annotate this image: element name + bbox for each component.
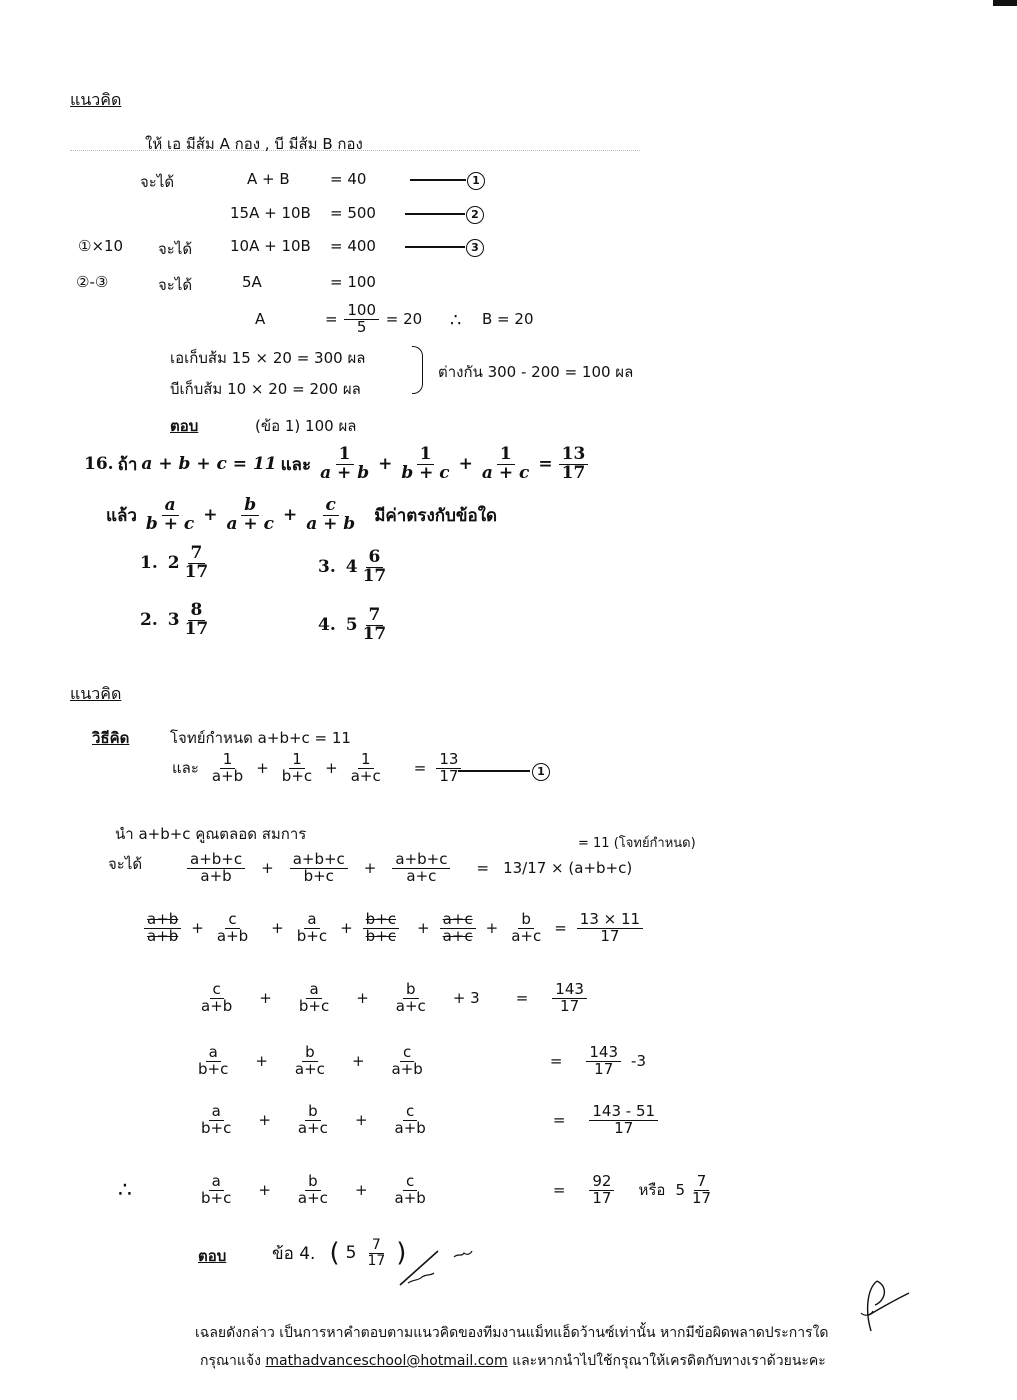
row1-expr: A + B <box>247 170 290 188</box>
frac-num: 1 <box>336 446 354 465</box>
fraction-c-over-a-plus-b <box>303 497 358 534</box>
row3-label: จะได้ <box>158 240 193 258</box>
frac-den: a + c <box>481 462 530 483</box>
row4-prefix: ②-③ <box>76 273 109 291</box>
frac-num: 7 <box>369 1238 384 1254</box>
step-2-rhs: 13 × 11 <box>577 912 643 929</box>
frac-den: a + b <box>320 462 370 483</box>
arrow-line <box>410 179 466 181</box>
answer-choice: ข้อ 4. <box>272 1243 316 1264</box>
row4-expr: 5A <box>242 273 262 291</box>
frac-den: 17 <box>560 996 580 1015</box>
question-number: 16. <box>84 454 114 475</box>
multiply-instruction: นำ a+b+c คูณตลอด สมการ <box>115 825 307 843</box>
brace <box>412 346 423 394</box>
row5-result: = 20 <box>385 309 423 328</box>
choice-number: 4. <box>318 615 336 636</box>
eq-tag-1: 1 <box>467 172 485 190</box>
frac-num: 1 <box>497 446 515 465</box>
therefore-symbol: ∴ <box>118 1178 132 1203</box>
fraction-a-over-b-plus-c <box>143 497 197 534</box>
question-ask: มีค่าตรงกับข้อใด <box>374 505 498 526</box>
choice-whole: 2 <box>167 553 180 574</box>
frac-num: 6 <box>366 549 384 568</box>
row1-eq: = 40 <box>330 170 367 188</box>
frac-num: 7 <box>694 1174 710 1191</box>
row6: เอเก็บส้ม 15 × 20 = 300 ผล <box>170 349 366 367</box>
row7: บีเก็บส้ม 10 × 20 = 200 ผล <box>170 380 361 398</box>
frac-num: b <box>241 497 259 516</box>
choice-number: 1. <box>140 553 158 574</box>
row5-expr: A <box>255 310 266 328</box>
frac-den: b + c <box>145 513 195 534</box>
frac-num: 13 <box>559 446 589 465</box>
fraction-b-over-a-plus-c <box>224 497 277 534</box>
answer-label-2: ตอบ <box>198 1247 227 1265</box>
given-eq-1: และ $\frac{1}{a+b}$ + $\frac{1}{b+c}$ + $\frac{1}{a+c}$ = $\frac{13}{17}$ <box>172 752 463 785</box>
frac-den: 17 <box>367 1252 386 1269</box>
row5-eq: = <box>325 309 338 328</box>
answer-whole: 5 <box>345 1243 357 1264</box>
frac-num: 143 - 51 <box>589 1104 658 1121</box>
choice-number: 3. <box>318 557 336 578</box>
step-3: $\frac{c}{a+b}$ + $\frac{a}{b+c}$ + $\frac{b}{a+c}$ + 3 = $\frac{143}{17}$ <box>196 982 589 1015</box>
choice-number: 2. <box>140 610 158 631</box>
eq-tag-1: 1 <box>532 763 550 781</box>
row4-label: จะได้ <box>158 276 193 294</box>
eq-tag-3: 3 <box>466 239 484 257</box>
footer-suffix: และหากนำไปใช้กรุณาให้เครดิตกับทางเราด้วยนะคะ <box>507 1353 826 1369</box>
row3-expr: 10A + 10B <box>230 237 311 255</box>
choice-fraction <box>360 607 390 644</box>
row5-b-value: B = 20 <box>482 310 534 328</box>
fraction-1-over-a-plus-b <box>317 446 372 483</box>
row5-num: 100 <box>344 303 379 320</box>
fraction-13-over-17 <box>559 446 589 483</box>
frac-num: a <box>162 497 179 516</box>
frac-den: 17 <box>184 618 209 639</box>
contact-email-link[interactable]: mathadvanceschool@hotmail.com <box>265 1353 508 1369</box>
frac-num: 7 <box>366 607 384 626</box>
method-label: วิธีคิด <box>92 729 130 747</box>
eq-tag-2: 2 <box>466 206 484 224</box>
fraction-1-over-b-plus-c <box>398 446 452 483</box>
get-label: จะได้ <box>108 855 143 873</box>
arrow-line <box>405 213 465 215</box>
corner-mark <box>993 0 1017 6</box>
arrow-line <box>405 246 465 248</box>
mixed-number <box>675 1174 716 1207</box>
given-note: = 11 (โจทย์กำหนด) <box>578 836 696 851</box>
frac-den: 17 <box>184 561 209 582</box>
step-1-rhs: 13/17 × (a+b+c) <box>503 859 633 878</box>
footer-prefix: กรุณาแจ้ง <box>200 1353 266 1369</box>
and-word: และ <box>172 759 199 778</box>
frac-den: 17 <box>614 1118 634 1137</box>
frac-den: 17 <box>561 462 586 483</box>
choice-whole: 5 <box>345 615 358 636</box>
signature <box>855 1275 915 1340</box>
final-answer: ข้อ 4. ( 5 $\frac{7}{17}$ ) <box>272 1237 407 1269</box>
minus-three: -3 <box>631 1052 646 1071</box>
frac-num: 143 <box>552 982 587 999</box>
choice-4 <box>318 607 391 644</box>
step-2: $\frac{a+b}{a+b}$ + $\frac{c}{a+b}$ + $\frac{a}{b+c}$ + $\frac{b+c}{b+c}$ + $\frac{a+c}{a+c}$ + $\frac{b}{a+c}$ = $\frac{13 \times 11}{17}$ <box>142 912 645 945</box>
choice-fraction <box>360 549 390 586</box>
condition-sum: a + b + c = 11 <box>141 454 277 475</box>
arrow-line <box>458 770 530 772</box>
frac-den: b + c <box>401 462 450 483</box>
frac-num: 7 <box>188 545 206 564</box>
question-16: 16. ถ้า a + b + c = 11 และ $\frac{1}{a + b}$ + $\frac{1}{b + c}$ + $\frac{1}{a + c}$ = $\frac{13}{17}$ <box>84 446 590 483</box>
frac-num: 8 <box>188 602 206 621</box>
frac-den: 17 <box>592 1188 612 1207</box>
row1-label: จะได้ <box>140 173 175 191</box>
frac-num: 1 <box>417 446 435 465</box>
frac-den: 17 <box>362 623 387 644</box>
then-word: แล้ว <box>106 505 137 526</box>
choice-whole: 3 <box>167 610 180 631</box>
frac-den: a + b <box>306 513 356 534</box>
choice-1 <box>140 545 213 582</box>
step-5: $\frac{a}{b+c}$ + $\frac{b}{a+c}$ + $\frac{c}{a+b}$ = $\frac{143 - 51}{17}$ <box>196 1104 660 1137</box>
heading-approach-1: แนวคิด <box>70 90 122 109</box>
frac-den: 17 <box>362 565 387 586</box>
choice-whole: 4 <box>345 557 358 578</box>
dotted-guide <box>70 150 640 151</box>
row4-eq: = 100 <box>330 273 376 291</box>
let-line: ให้ เอ มีส้ม A กอง , บี มีส้ม B กอง <box>145 135 363 153</box>
row3-prefix: ①×10 <box>78 237 124 255</box>
mixed-whole: 5 <box>675 1181 685 1200</box>
footer-line-2 <box>200 1350 826 1372</box>
initials-signature <box>398 1245 478 1290</box>
row3-eq: = 400 <box>330 237 376 255</box>
choice-3 <box>318 549 391 586</box>
given-line: โจทย์กำหนด a+b+c = 11 <box>170 729 351 747</box>
frac-den: 17 <box>691 1188 712 1207</box>
difference-line: ต่างกัน 300 - 200 = 100 ผล <box>438 363 634 381</box>
row5-fraction <box>344 303 379 336</box>
heading-approach-2: แนวคิด <box>70 684 122 703</box>
step-6: $\frac{a}{b+c}$ + $\frac{b}{a+c}$ + $\frac{c}{a+b}$ = $\frac{92}{17}$ หรือ 5 $\frac{7}{17}$ <box>196 1174 716 1207</box>
footer-line-1: เฉลยดังกล่าว เป็นการหาคำตอบตามแนวคิดของทีมงานแม็ทแอ็ดว้านซ์เท่านั้น หากมีข้อผิดพลาดประการใด <box>195 1325 829 1341</box>
and-word: และ <box>280 454 312 475</box>
answer-text-1: (ข้อ 1) 100 ผล <box>255 417 357 435</box>
choice-fraction <box>182 545 212 582</box>
row2-expr: 15A + 10B <box>230 204 311 222</box>
question-16-ask: แล้ว $\frac{a}{b + c}$ + $\frac{b}{a + c}$ + $\frac{c}{a + b}$ มีค่าตรงกับข้อใด <box>106 495 498 534</box>
step-1: $\frac{a+b+c}{a+b}$ + $\frac{a+b+c}{b+c}$ + $\frac{a+b+c}{a+c}$ = 13/17 × (a+b+c) <box>185 852 632 885</box>
step-4: $\frac{a}{b+c}$ + $\frac{b}{a+c}$ + $\frac{c}{a+b}$ = $\frac{143}{17}$ -3 <box>198 1043 646 1078</box>
plus-three: + 3 <box>452 989 480 1008</box>
if-word: ถ้า <box>117 454 138 475</box>
fraction-1-over-a-plus-c <box>479 446 532 483</box>
choice-fraction <box>182 602 212 639</box>
frac-den: a + c <box>226 513 274 534</box>
row5-den: 5 <box>356 317 367 336</box>
frac-num: 92 <box>589 1174 614 1191</box>
therefore-symbol: ∴ <box>450 310 462 331</box>
answer-label-1: ตอบ <box>170 417 199 435</box>
row2-eq: = 500 <box>330 204 376 222</box>
choice-2 <box>140 602 213 639</box>
frac-num: c <box>323 497 339 516</box>
or-word: หรือ <box>638 1181 666 1200</box>
